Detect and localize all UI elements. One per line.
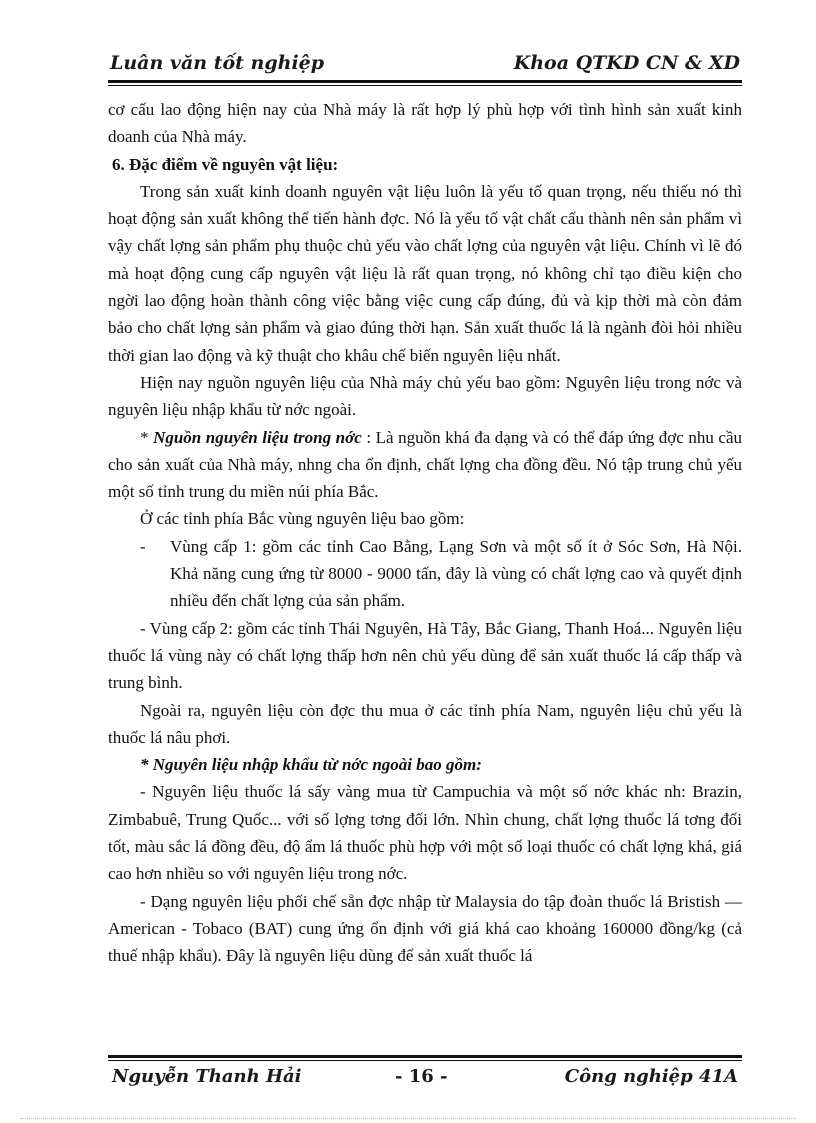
footer-class: Công nghiệp 41A [564,1066,738,1087]
region-1-text: Vùng cấp 1: gồm các tỉnh Cao Bằng, Lạng Sơn và một số ít ở Sóc Sơn, Hà Nội. Khả năng cung ứng từ 8000 - 9000 tấn, đây là vùng có chất lợng cao và quyết định nhiều đến chất lợng của sản phẩm. [170,536,742,611]
paragraph-labor-structure: cơ cấu lao động hiện nay của Nhà máy là rất hợp lý phù hợp với tình hình sản xuất kinh doanh của Nhà máy. [108,100,742,147]
imported-sources-label: * Nguyên liệu nhập khẩu từ nớc ngoài bao gồm: [140,755,482,775]
header-thesis-title: Luân văn tốt nghiệp [110,52,325,74]
page-footer [108,1066,742,1096]
section-heading: 6. Đặc điểm về nguyên vật liệu: [112,154,339,174]
paragraph-imported-flue-cured: - Nguyên liệu thuốc lá sấy vàng mua từ Campuchia và một số nớc khác nh: Brazin, Zimbabuê, Trung Quốc... với số lợng tơng đối lớn. Nhìn chung, chất lợng thuốc lá tơng đối tốt, màu sắc lá đồng đều, độ ẩm lá thuốc phù hợp với một số loại thuốc có chất lợng khá, giá cao hơn nhiều so với nguyên liệu trong nớc. [108,782,742,884]
footer-author: Nguyễn Thanh Hải [112,1066,302,1087]
dash-bullet: - [140,536,146,556]
list-item-region-1 [108,533,742,615]
page-body [108,96,742,970]
paragraph-material-sources: Hiện nay nguồn nguyên liệu của Nhà máy chủ yếu bao gồm: Nguyên liệu trong nớc và nguyên liệu nhập khẩu từ nớc ngoài. [108,372,742,420]
header-rule-thin [108,85,742,86]
paragraph-region-2: - Vùng cấp 2: gồm các tỉnh Thái Nguyên, Hà Tây, Bắc Giang, Thanh Hoá... Nguyên liệu thuốc lá vùng này có chất lợng thấp hơn nên chủ yếu dùng để sản xuất thuốc lá cấp thấp và trung bình. [108,618,742,693]
bullet-star: * [140,427,154,447]
header-rule [108,80,742,83]
domestic-sources-text: : Là nguồn khá đa dạng và có thể đáp ứng đợc nhu cầu cho sản xuất của Nhà máy, nhng cha ổn định, chất lợng cha đồng đều. Nó tập trung chủ yếu một số tỉnh trung du miền núi phía Bắc. [108,427,742,502]
paragraph-materials-importance: Trong sản xuất kinh doanh nguyên vật liệu luôn là yếu tố quan trọng, nếu thiếu nó thì hoạt động sản xuất không thể tiến hành đợc. Nó là yếu tố vật chất cấu thành nên sản phẩm vì vậy chất lợng sản phẩm phụ thuộc chủ yếu vào chất lợng của nguyên vật liệu. Chính vì lẽ đó mà hoạt động cung cấp nguyên vật liệu là rất quan trọng, nó không chỉ tạo điều kiện cho ngời lao động hoàn thành công việc bằng việc cung cấp đúng, đủ và kịp thời mà còn đảm bảo cho chất lợng sản phẩm và giao đúng thời hạn. Sản xuất thuốc lá là ngành đòi hỏi nhiều thời gian lao động và kỹ thuật cho khâu chế biến nguyên liệu nhất. [108,181,742,365]
footer-rule-thin [108,1060,742,1061]
subheading-imported-sources [108,751,742,778]
page-edge-dots [20,1118,796,1119]
paragraph-southern-sources: Ngoài ra, nguyên liệu còn đợc thu mua ở các tỉnh phía Nam, nguyên liệu chủ yếu là thuốc lá nâu phơi. [108,700,742,747]
header-faculty: Khoa QTKD CN & XD [513,52,740,74]
page-number: - 16 - [395,1066,448,1087]
paragraph-northern-regions: Ở các tỉnh phía Bắc vùng nguyên liệu bao gồm: [140,509,465,529]
footer-rule [108,1055,742,1058]
paragraph-imported-blended: - Dạng nguyên liệu phối chế sẵn đợc nhập từ Malaysia do tập đoàn thuốc lá Bristish — American - Tobaco (BAT) cung ứng ổn định với giá khá cao khoảng 160000 đồng/kg (cả thuế nhập khẩu). Đây là nguyên liệu dùng để sản xuất thuốc lá [108,891,742,966]
paragraph-domestic-sources [108,424,742,506]
domestic-sources-label: Nguồn nguyên liệu trong nớc [153,427,362,447]
page-header [108,48,742,82]
